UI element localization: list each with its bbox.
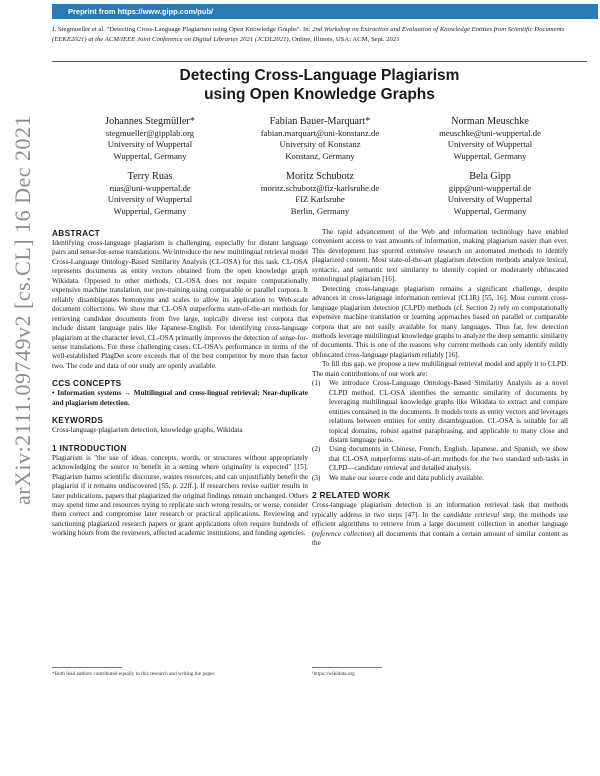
author-affiliation: University of Wuppertal	[107, 194, 193, 205]
related-work-text: Cross-language plagiarism detection is an information retrieval task that methods typically address in two steps [47]. In the candidate retrieval step, the methods use efficient algorithms to retrieve from a large document collection in another language (reference collection) all documents that contain a certain amount of similar content as the	[312, 501, 569, 548]
citation-venue: 2nd Workshop on Extraction and Evaluation of Knowledge Entities from Scientific Documents (EEKE2021) at the ACM/IEEE Joint Conference on Digital Libraries 2021 (JCDL2021)	[52, 26, 565, 43]
author-name: Moritz Schubotz	[285, 171, 355, 182]
title-line-1: Detecting Cross-Language Plagiarism	[179, 67, 460, 84]
author-block	[400, 115, 580, 162]
list-item: (3) We make our source code and data publicly available.	[312, 473, 484, 482]
author-name: Norman Meuschke	[451, 116, 529, 127]
author-email[interactable]: meuschke@uni-wuppertal.de	[439, 128, 541, 138]
body-paragraph: The rapid advancement of the Web and information technology have enabled convenient access to vast amounts of information, making plagiarism easier than ever. This development has spurred extensive research on automated methods to identify plagiarized content. Most state-of-the-art plagiarism detection methods analyze lexical, syntactic, and semantic text similarity to identify copied or moderately obfuscated monolingual plagiarism [16].	[312, 228, 568, 284]
citation-text-end: , Online, Illinois, USA: ACM, Sept. 2021	[288, 35, 400, 43]
ccs-text: • Information systems → Multilingual and cross-lingual retrieval; Near-duplicate and plagiarism detection.	[52, 389, 308, 407]
ccs-heading: CCS CONCEPTS	[52, 378, 122, 389]
author-location: Wuppertal, Germany	[113, 205, 187, 216]
author-block	[230, 115, 410, 162]
author-block	[60, 170, 240, 217]
author-affiliation: FIZ Karlsruhe	[295, 194, 345, 205]
left-column	[52, 228, 308, 539]
author-email[interactable]: fabian.marquart@uni-konstanz.de	[260, 128, 380, 138]
citation-block	[52, 25, 587, 44]
preprint-banner[interactable]: Preprint from https://www.gipp.com/pub/	[52, 4, 598, 19]
author-location: Wuppertal, Germany	[453, 205, 527, 216]
related-work-heading: 2 RELATED WORK	[312, 490, 391, 501]
keywords-text: Cross-language plagiarism detection, knowledge graphs, Wikidata	[52, 426, 243, 435]
author-email[interactable]: ruas@uni-wuppertal.de	[109, 183, 191, 193]
author-name: Terry Ruas	[127, 171, 173, 182]
author-name: Johannes Stegmüller*	[105, 116, 195, 127]
author-affiliation: University of Wuppertal	[107, 139, 193, 150]
author-affiliation: University of Wuppertal	[447, 139, 533, 150]
citation-text: J. Stegmueller et al. "Detecting Cross-Language Plagiarism using Open Knowledge Graphs". In:	[52, 26, 313, 33]
header-rule	[52, 61, 587, 62]
author-email[interactable]: stegmueller@gipplab.org	[105, 128, 195, 138]
right-column	[312, 228, 568, 549]
body-paragraph: Detecting cross-language plagiarism remains a significant challenge, despite advances in cross-language information retrieval (CLIR) [55, 16]. Most current cross-language plagiarism detection (CLPD) methods (cf. Section 2) rely on computationally expensive machine translation or learning approaches based on parallel or comparable corpora that are not easily available for many languages. Thus far, few detection methods leverage multilingual knowledge graphs to analyze the deep semantic similarity of documents. This is one of the reasons why current methods can only identify mildly obfuscated cross-language plagiarism reliably [16].	[312, 284, 568, 359]
author-block	[60, 115, 240, 162]
footnote-wikidata[interactable]: ¹https://wikidata.org	[312, 671, 355, 677]
author-location: Wuppertal, Germany	[113, 150, 187, 161]
author-location: Berlin, Germany	[290, 205, 350, 216]
footnote-rule	[312, 667, 382, 668]
keywords-heading: KEYWORDS	[52, 415, 104, 426]
body-paragraph: To fill this gap, we propose a new multilingual retrieval model and apply it to CLPD. The main contributions of our work are:	[312, 360, 568, 378]
paper-title	[52, 66, 587, 104]
footnote-authors: *Both lead authors contributed equally to this research and writing the paper.	[52, 671, 216, 677]
author-location: Wuppertal, Germany	[453, 150, 527, 161]
list-item: (1) We introduce Cross-Language Ontology-Based Similarity Analysis as a novel CLPD method. CL-OSA identifies the semantic similarity of documents by leveraging multilingual knowledge graphs like Wikidata to extract and compare entities contained in the documents. It models texts as entity vectors and leverages relations between entities for entity disambiguation. CL-OSA is suitable for all topical domains, robust against paraphrasing, and applicable to many close and distant language pairs.	[312, 379, 568, 444]
author-block	[230, 170, 410, 217]
arxiv-identifier: arXiv:2111.09749v2 [cs.CL] 16 Dec 2021	[10, 114, 35, 506]
introduction-text: Plagiarism is "the use of ideas, concepts, words, or structures without appropriately acknowledging the source to benefit in a setting where originality is expected" [15]. Plagiarism harms scientific discourse, wastes resources, and can unjustifiably benefit the plagiarist if it remains undiscovered [55, p. 22ff.]. If researchers revise earlier results in later publications, papers that plagiarized the original findings remain unchanged. Others may spend time and resources trying to replicate such wrong results, or worse, consider them correct and compromise later research or practical applications. Reviewing and sanctioning plagiarized research papers or grant applications often require hundreds of working hours from the reviewers, affected academic institutions, and funding agencies.	[52, 453, 308, 538]
author-email[interactable]: gipp@uni-wuppertal.de	[448, 183, 532, 193]
abstract-text: Identifying cross-language plagiarism is challenging, especially for distant language pairs and sense-for-sense translations. We introduce the new multilingual retrieval model Cross-Language Ontology-Based Similarity Analysis (CL-OSA) for this task. CL-OSA represents documents as entity vectors obtained from the open knowledge graph Wikidata. Opposed to other methods, CL-OSA does not require computationally expensive machine translation, nor pre-training using comparable or parallel corpora. It reliably disambiguates homonyms and scales to allow its application to Web-scale document collections. We show that CL-OSA outperforms state-of-the-art methods for retrieving candidate documents from five large, topically diverse test corpora that include distant language pairs like Japanese-English. For identifying cross-language plagiarism at the character level, CL-OSA primarily improves the detection of sense-for-sense translations. For these challenging cases, CL-OSA's performance in terms of the well-established PlagDet score exceeds that of the best competitor by more than factor two. The code and data of our study are openly available.	[52, 239, 308, 370]
footnote-rule	[52, 667, 122, 668]
abstract-heading: ABSTRACT	[52, 228, 101, 238]
author-affiliation: University of Konstanz	[279, 139, 361, 150]
contributions-list	[312, 379, 568, 483]
author-name: Fabian Bauer-Marquart*	[269, 116, 371, 127]
introduction-heading: 1 INTRODUCTION	[52, 442, 127, 453]
list-item: (2) Using documents in Chinese, French, English, Japanese, and Spanish, we show that CL-OSA outperforms state-of-art methods for the two standard sub-tasks in CLPD—candidate retrieval and detailed analysis.	[312, 445, 568, 473]
title-line-2: using Open Knowledge Graphs	[204, 86, 435, 103]
author-name: Bela Gipp	[469, 171, 511, 182]
author-location: Konstanz, Germany	[285, 150, 355, 161]
author-affiliation: University of Wuppertal	[447, 194, 533, 205]
author-block	[400, 170, 580, 217]
author-email[interactable]: moritz.schubotz@fiz-karlsruhe.de	[260, 183, 380, 193]
